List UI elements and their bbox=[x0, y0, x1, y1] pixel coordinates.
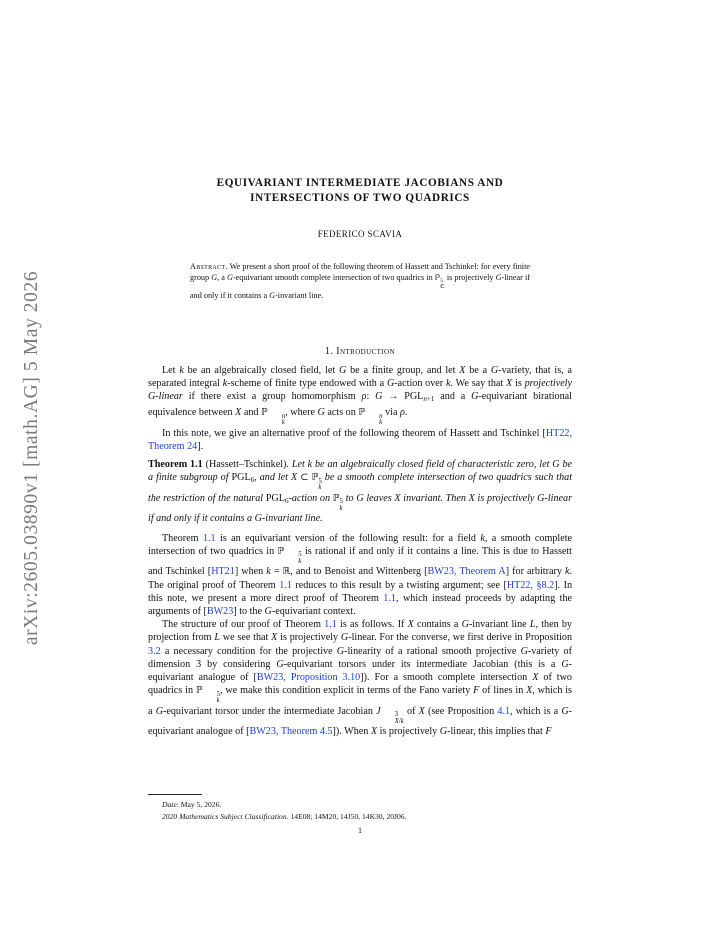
section-title-text: Introduction bbox=[336, 346, 395, 357]
theorem-block: Theorem 1.1 (Hassett–Tschinkel). Let k be an algebraically closed field of characteristic zero, let G be a finite subgroup of $PGL_6$, and let X ⊂ ℙ 5 k be a smooth complete intersection of two quadrics such that the restriction of the natural $PGL_6$-action on ℙ 5 k to G leaves X invariant. Then X is projectively G-linear if and only if it contains a G-invariant line. bbox=[148, 459, 573, 525]
citation-link[interactable]: BW23, Theorem 4.5 bbox=[249, 726, 333, 738]
section-heading bbox=[148, 346, 572, 357]
theorem-label: Theorem 1.1 bbox=[148, 459, 203, 471]
theorem-ref-link[interactable]: 1.1 bbox=[324, 619, 337, 631]
citation-link[interactable]: HT21 bbox=[211, 566, 235, 578]
msc-label: 2020 Mathematics Subject Classification. bbox=[162, 812, 289, 821]
section-number: 1. bbox=[325, 346, 334, 357]
paper-body bbox=[148, 364, 572, 738]
theorem-attribution: (Hassett–Tschinkel). bbox=[205, 459, 289, 471]
title-line-2: INTERSECTIONS OF TWO QUADRICS bbox=[250, 192, 470, 204]
title-line-1: EQUIVARIANT INTERMEDIATE JACOBIANS AND bbox=[216, 177, 504, 189]
theorem-ref-link[interactable]: 1.1 bbox=[279, 579, 292, 591]
date-label: Date bbox=[162, 800, 177, 809]
abstract-label: Abstract. bbox=[190, 262, 228, 271]
arxiv-identifier-stamp: arXiv:2605.03890v1 [math.AG] 5 May 2026 bbox=[21, 270, 42, 646]
footnotes bbox=[162, 799, 572, 823]
proposition-ref-link[interactable]: 3.2 bbox=[148, 645, 161, 657]
citation-link[interactable]: BW23, Proposition 3.10 bbox=[256, 672, 361, 684]
footnote-rule bbox=[148, 794, 202, 795]
citation-link[interactable]: HT22, Theorem 24 bbox=[148, 427, 572, 453]
paragraph: In this note, we give an alternative proof of the following theorem of Hassett and Tschinkel [HT22, Theorem 24]. bbox=[148, 427, 572, 453]
citation-link[interactable]: BW23, Theorem A bbox=[427, 566, 506, 578]
theorem-ref-link[interactable]: 1.1 bbox=[383, 592, 396, 604]
theorem-ref-link[interactable]: 1.1 bbox=[202, 532, 216, 544]
footnote-date: Date: May 5, 2026. bbox=[162, 800, 222, 809]
msc-value: 14E08; 14M20, 14J50, 14K30, 20J06. bbox=[290, 812, 407, 821]
footnote-msc bbox=[162, 811, 572, 823]
citation-link[interactable]: HT22, §8.2 bbox=[506, 579, 555, 591]
paragraph: Theorem 1.1 is an equivariant version of the following result: for a field k, a smooth complete intersection of two quadrics in ℙ 5 k is rational if and only if it contains a line. This is due to Hassett and Tschinkel [HT21] when k = ℝ, and to Benoist and Wittenberg [BW23, Theorem A] for arbitrary k. The original proof of Theorem 1.1 reduces to this result by a twisting argument; see [HT22, §8.2]. In this note, we present a more direct proof of Theorem 1.1, which instead proceeds by adapting the arguments of [BW23] to the G-equivariant context. bbox=[148, 532, 573, 617]
date-value: May 5, 2026. bbox=[180, 800, 222, 809]
paper-title bbox=[148, 176, 572, 206]
author-name: FEDERICO SCAVIA bbox=[317, 229, 403, 239]
paragraph: Let k be an algebraically closed field, let G be a finite group, and let X be a G-variety, that is, a separated integral k-scheme of finite type endowed with a G-action over k. We say that X is projectively G-linear if there exist a group homomorphism ρ: $G \to PGL_{n+1}$ and a G-equivariant birational equivalence between X and ℙ n k , where G acts on ℙ n k via ρ. bbox=[148, 365, 572, 427]
paragraph: The structure of our proof of Theorem 1.1 is as follows. If X contains a G-invariant line L, then by projection from L we see that X is projectively G-linear. For the converse, we first derive in Proposition 3.2 a necessary condition for the projective G-linearity of a rational smooth projective G-variety of dimension 3 by considering G-equivariant torsors under its intermediate Jacobian (this is a G-equivariant analogue of [BW23, Proposition 3.10]). For a smooth complete intersection X of two quadrics in ℙ 5 k , we make this condition explicit in terms of the Fano variety F of lines in X, which is a G-equivariant torsor under the intermediate Jacobian J 3 X/k of X (see Proposition 4.1, which is a G-equivariant analogue of [BW23, Theorem 4.5]). When X is projectively G-linear, this implies that F bbox=[148, 619, 573, 738]
proposition-ref-link[interactable]: 4.1 bbox=[497, 705, 511, 717]
abstract: Abstract. We present a short proof of the following theorem of Hassett and Tschinkel: for every finite group G, a G-equivariant smooth complete intersection of two quadrics in ℙ 5 ℂ is projectively G-linear if and only if it contains a G-invariant line. bbox=[190, 262, 530, 300]
citation-link[interactable]: BW23 bbox=[206, 606, 234, 617]
page-number: 1 bbox=[358, 826, 362, 835]
